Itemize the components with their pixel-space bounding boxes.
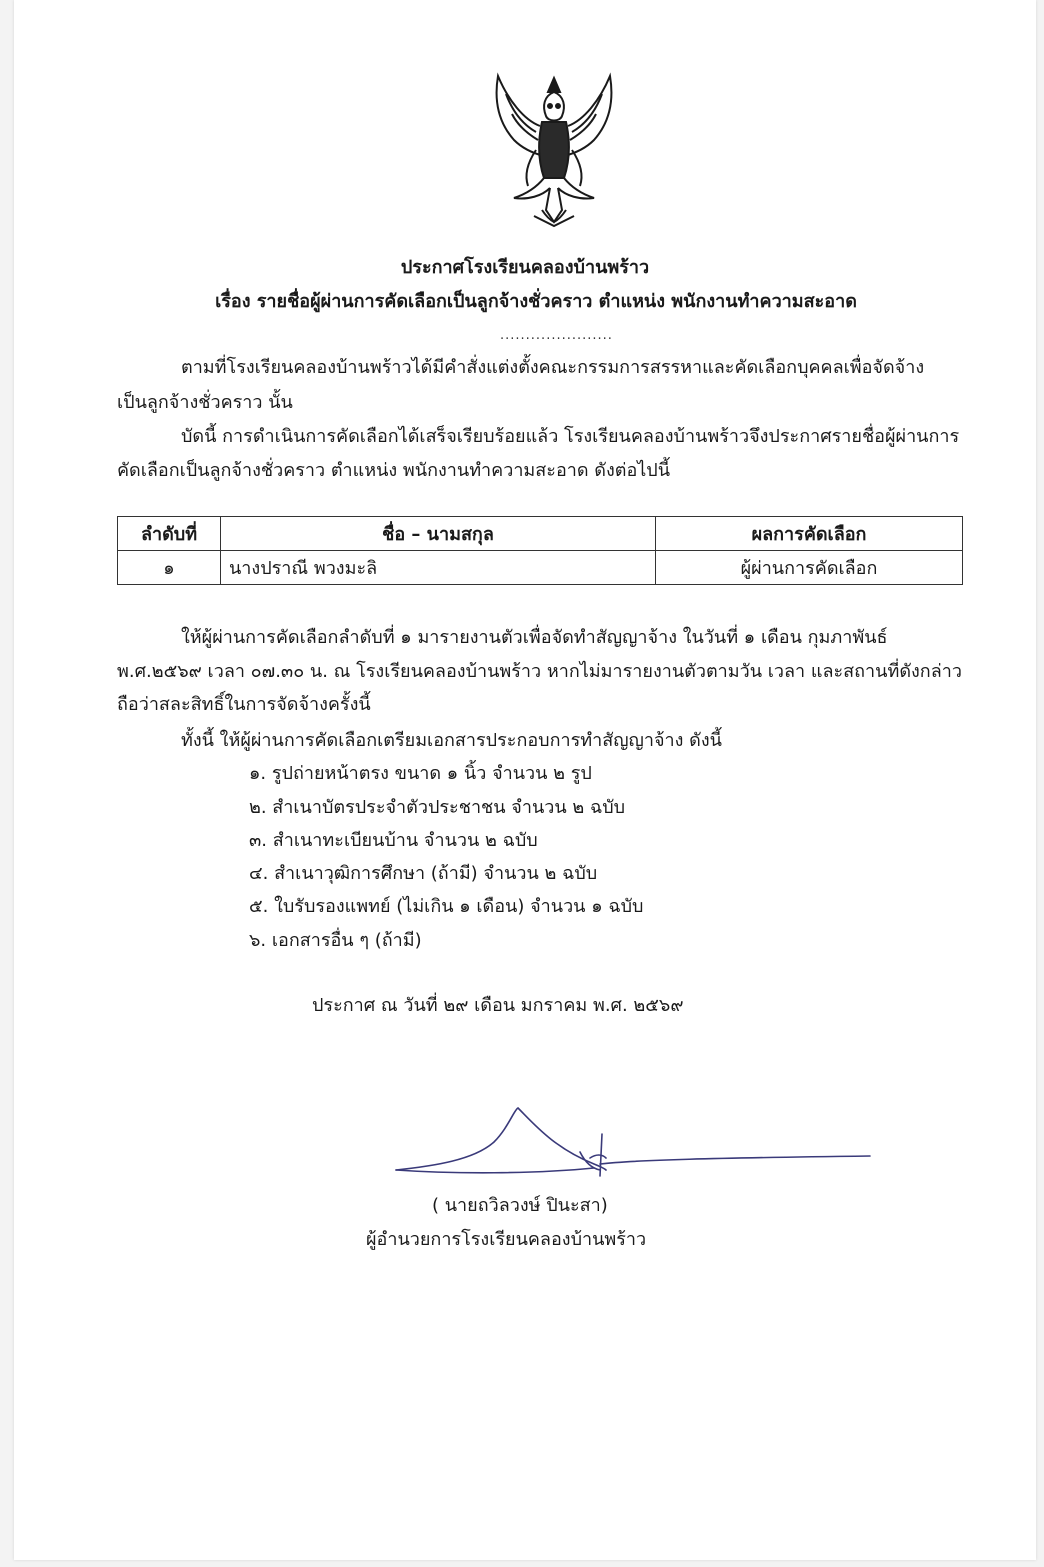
title-separator: ...................... <box>500 328 613 343</box>
row-order: ๑ <box>118 551 221 585</box>
documents-intro: ทั้งนี้ ให้ผู้ผ่านการคัดเลือกเตรียมเอกสารประกอบการทำสัญญาจ้าง ดังนี้ <box>181 730 722 751</box>
result-table <box>117 516 963 585</box>
intro-paragraph-2-line-1: บัดนี้ การดำเนินการคัดเลือกได้เสร็จเรียบร้อยแล้ว โรงเรียนคลองบ้านพร้าวจึงประกาศรายชื่อผู้ผ่านการ <box>181 426 960 447</box>
signatory-position: ผู้อำนวยการโรงเรียนคลองบ้านพร้าว <box>366 1229 647 1250</box>
header-name: ชื่อ – นามสกุล <box>221 517 656 551</box>
announcement-title: ประกาศโรงเรียนคลองบ้านพร้าว <box>400 257 650 278</box>
garuda-emblem-icon <box>484 70 624 230</box>
intro-paragraph-1-line-2: เป็นลูกจ้างชั่วคราว นั้น <box>117 392 293 413</box>
table-header-row <box>118 517 963 551</box>
intro-paragraph-1-line-1: ตามที่โรงเรียนคลองบ้านพร้าวได้มีคำสั่งแต่งตั้งคณะกรรมการสรรหาและคัดเลือกบุคคลเพื่อจัดจ้าง <box>181 357 925 378</box>
announcement-page <box>14 0 1036 1560</box>
header-result: ผลการคัดเลือก <box>656 517 963 551</box>
document-item: ๒. สำเนาบัตรประจำตัวประชาชน จำนวน ๒ ฉบับ <box>249 797 626 818</box>
instruction-line-3: ถือว่าสละสิทธิ์ในการจัดจ้างครั้งนี้ <box>117 694 371 715</box>
signature-scribble <box>394 1098 874 1188</box>
intro-paragraph-2-line-2: คัดเลือกเป็นลูกจ้างชั่วคราว ตำแหน่ง พนักงานทำความสะอาด ดังต่อไปนี้ <box>117 460 671 481</box>
instruction-line-2: พ.ศ.๒๕๖๙ เวลา ๐๗.๓๐ น. ณ โรงเรียนคลองบ้านพร้าว หากไม่มารายงานตัวตามวัน เวลา และสถานที่ดังกล่าว <box>117 661 962 682</box>
header-order: ลำดับที่ <box>118 517 221 551</box>
signatory-name: ( นายถวิลวงษ์ ปินะสา) <box>432 1195 608 1216</box>
table-row <box>118 551 963 585</box>
document-item: ๑. รูปถ่ายหน้าตรง ขนาด ๑ นิ้ว จำนวน ๒ รูป <box>249 763 592 784</box>
row-result: ผู้ผ่านการคัดเลือก <box>656 551 963 585</box>
row-name: นางปราณี พวงมะลิ <box>221 551 656 585</box>
document-item: ๓. สำเนาทะเบียนบ้าน จำนวน ๒ ฉบับ <box>249 830 538 851</box>
instruction-line-1: ให้ผู้ผ่านการคัดเลือกลำดับที่ ๑ มารายงานตัวเพื่อจัดทำสัญญาจ้าง ในวันที่ ๑ เดือน กุมภาพันธ์ <box>181 627 888 648</box>
document-item: ๖. เอกสารอื่น ๆ (ถ้ามี) <box>249 930 422 951</box>
announcement-subject: เรื่อง รายชื่อผู้ผ่านการคัดเลือกเป็นลูกจ้างชั่วคราว ตำแหน่ง พนักงานทำความสะอาด <box>215 291 857 312</box>
document-item: ๔. สำเนาวุฒิการศึกษา (ถ้ามี) จำนวน ๒ ฉบับ <box>249 863 598 884</box>
announcement-date: ประกาศ ณ วันที่ ๒๙ เดือน มกราคม พ.ศ. ๒๕๖๙ <box>312 995 684 1016</box>
document-item: ๕. ใบรับรองแพทย์ (ไม่เกิน ๑ เดือน) จำนวน ๑ ฉบับ <box>249 896 644 917</box>
